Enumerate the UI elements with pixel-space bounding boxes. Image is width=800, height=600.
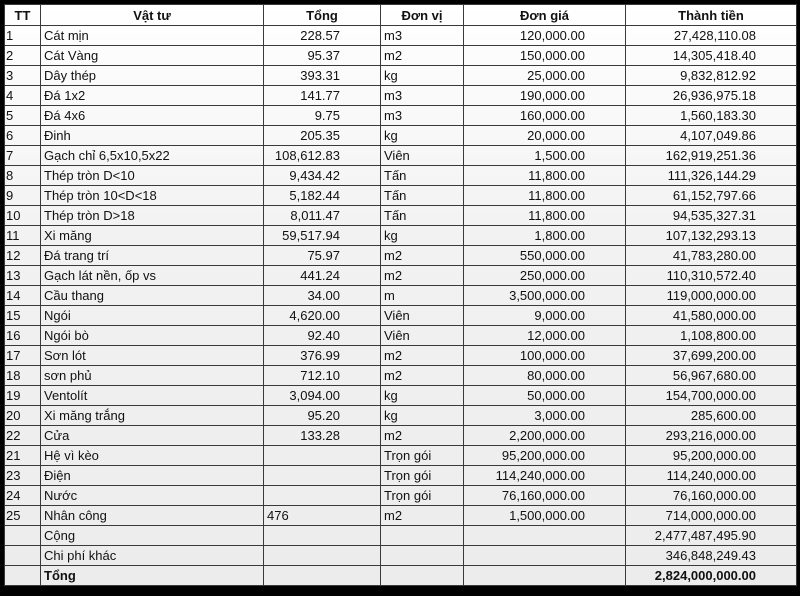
cell-thanh-tien: 346,848,249.43 <box>626 546 797 566</box>
cell-vat-tu: Ngói bò <box>41 326 264 346</box>
cell-tong: 441.24 <box>264 266 381 286</box>
cell-tt: 6 <box>5 126 41 146</box>
cell-thanh-tien: 56,967,680.00 <box>626 366 797 386</box>
table-row <box>5 486 797 506</box>
cell-don-gia: 12,000.00 <box>464 326 626 346</box>
cell-vat-tu: Đá 1x2 <box>41 86 264 106</box>
cell-tt: 13 <box>5 266 41 286</box>
table-row <box>5 386 797 406</box>
cell-don-gia: 1,500.00 <box>464 146 626 166</box>
cell-thanh-tien: 4,107,049.86 <box>626 126 797 146</box>
cell-vat-tu: Xi măng trắng <box>41 406 264 426</box>
cell-don-vi: Trọn gói <box>381 446 464 466</box>
cell-tong <box>264 566 381 586</box>
cell-tong: 393.31 <box>264 66 381 86</box>
cell-don-gia: 95,200,000.00 <box>464 446 626 466</box>
cell-tong: 712.10 <box>264 366 381 386</box>
cell-don-vi: m2 <box>381 506 464 526</box>
table-row <box>5 206 797 226</box>
cell-tt: 20 <box>5 406 41 426</box>
table-row <box>5 46 797 66</box>
cell-vat-tu: Cộng <box>41 526 264 546</box>
cell-don-vi: m2 <box>381 366 464 386</box>
cell-tt: 17 <box>5 346 41 366</box>
cell-don-gia: 11,800.00 <box>464 166 626 186</box>
cell-don-gia: 50,000.00 <box>464 386 626 406</box>
cell-tong: 3,094.00 <box>264 386 381 406</box>
cell-vat-tu: Dây thép <box>41 66 264 86</box>
cell-don-gia: 20,000.00 <box>464 126 626 146</box>
cell-don-vi: Tấn <box>381 166 464 186</box>
cell-thanh-tien: 37,699,200.00 <box>626 346 797 366</box>
cell-tt: 21 <box>5 446 41 466</box>
header-tt: TT <box>5 5 41 26</box>
cell-vat-tu: Nhân công <box>41 506 264 526</box>
table-row <box>5 506 797 526</box>
cell-vat-tu: Thép tròn D>18 <box>41 206 264 226</box>
cell-vat-tu: Cát mịn <box>41 26 264 46</box>
cell-tong: 34.00 <box>264 286 381 306</box>
cell-tong: 228.57 <box>264 26 381 46</box>
cell-tt: 8 <box>5 166 41 186</box>
cell-thanh-tien: 14,305,418.40 <box>626 46 797 66</box>
cell-tong: 75.97 <box>264 246 381 266</box>
cell-thanh-tien: 293,216,000.00 <box>626 426 797 446</box>
cell-tong: 92.40 <box>264 326 381 346</box>
table-row <box>5 546 797 566</box>
cell-vat-tu: Đá 4x6 <box>41 106 264 126</box>
cell-thanh-tien: 162,919,251.36 <box>626 146 797 166</box>
cell-thanh-tien: 95,200,000.00 <box>626 446 797 466</box>
cell-don-gia: 2,200,000.00 <box>464 426 626 446</box>
cell-don-gia: 80,000.00 <box>464 366 626 386</box>
cell-vat-tu: Thép tròn 10<D<18 <box>41 186 264 206</box>
cell-don-gia: 3,500,000.00 <box>464 286 626 306</box>
cell-tt: 14 <box>5 286 41 306</box>
cell-thanh-tien: 27,428,110.08 <box>626 26 797 46</box>
cell-vat-tu: Xi măng <box>41 226 264 246</box>
cell-tt: 16 <box>5 326 41 346</box>
cell-tt <box>5 546 41 566</box>
cell-tt: 15 <box>5 306 41 326</box>
cell-vat-tu: Nước <box>41 486 264 506</box>
cell-don-vi: m2 <box>381 426 464 446</box>
cell-thanh-tien: 119,000,000.00 <box>626 286 797 306</box>
cell-vat-tu: Gạch lát nền, ốp vs <box>41 266 264 286</box>
cell-don-vi: m <box>381 286 464 306</box>
table-row <box>5 186 797 206</box>
material-cost-table <box>4 4 797 586</box>
cell-don-vi: m2 <box>381 46 464 66</box>
table-row <box>5 146 797 166</box>
cell-tt: 5 <box>5 106 41 126</box>
cell-don-gia: 550,000.00 <box>464 246 626 266</box>
cell-don-vi: m3 <box>381 106 464 126</box>
cell-don-vi: m2 <box>381 246 464 266</box>
cell-don-gia: 9,000.00 <box>464 306 626 326</box>
cell-thanh-tien: 2,477,487,495.90 <box>626 526 797 546</box>
cell-vat-tu: sơn phủ <box>41 366 264 386</box>
cell-don-vi <box>381 526 464 546</box>
cell-thanh-tien: 714,000,000.00 <box>626 506 797 526</box>
cell-tong: 8,011.47 <box>264 206 381 226</box>
cell-thanh-tien: 9,832,812.92 <box>626 66 797 86</box>
cell-tong: 9.75 <box>264 106 381 126</box>
cell-tt: 24 <box>5 486 41 506</box>
cell-don-vi: m3 <box>381 26 464 46</box>
cell-tong <box>264 446 381 466</box>
cell-vat-tu: Thép tròn D<10 <box>41 166 264 186</box>
cell-tt: 3 <box>5 66 41 86</box>
total-row <box>5 566 797 586</box>
cell-tong: 9,434.42 <box>264 166 381 186</box>
cell-don-vi: kg <box>381 66 464 86</box>
cell-tong <box>264 546 381 566</box>
cell-tt: 1 <box>5 26 41 46</box>
cell-tt: 25 <box>5 506 41 526</box>
cell-don-gia <box>464 546 626 566</box>
table-row <box>5 106 797 126</box>
cell-tt: 9 <box>5 186 41 206</box>
cell-don-vi: m2 <box>381 346 464 366</box>
header-row <box>5 5 797 26</box>
header-tong: Tổng <box>264 5 381 26</box>
table-row <box>5 446 797 466</box>
table-row <box>5 86 797 106</box>
cell-tt: 12 <box>5 246 41 266</box>
cell-tong <box>264 466 381 486</box>
cell-don-gia: 76,160,000.00 <box>464 486 626 506</box>
cell-don-gia: 3,000.00 <box>464 406 626 426</box>
table-row <box>5 266 797 286</box>
cell-tong: 108,612.83 <box>264 146 381 166</box>
total-label: Tổng <box>41 566 264 586</box>
cell-tt: 23 <box>5 466 41 486</box>
table-row <box>5 226 797 246</box>
cell-thanh-tien: 1,560,183.30 <box>626 106 797 126</box>
cell-don-gia: 190,000.00 <box>464 86 626 106</box>
cell-tt: 4 <box>5 86 41 106</box>
cell-vat-tu: Cửa <box>41 426 264 446</box>
cell-don-vi: kg <box>381 226 464 246</box>
cell-vat-tu: Hệ vì kèo <box>41 446 264 466</box>
cell-tt: 22 <box>5 426 41 446</box>
table-row <box>5 346 797 366</box>
table-row <box>5 366 797 386</box>
cell-don-gia: 160,000.00 <box>464 106 626 126</box>
table-row <box>5 126 797 146</box>
cell-vat-tu: Đinh <box>41 126 264 146</box>
table-row <box>5 326 797 346</box>
cell-don-gia <box>464 566 626 586</box>
cell-thanh-tien: 41,580,000.00 <box>626 306 797 326</box>
cell-don-vi: Viên <box>381 306 464 326</box>
cell-thanh-tien: 26,936,975.18 <box>626 86 797 106</box>
cell-don-gia: 250,000.00 <box>464 266 626 286</box>
cell-thanh-tien: 1,108,800.00 <box>626 326 797 346</box>
cell-thanh-tien: 285,600.00 <box>626 406 797 426</box>
cell-vat-tu: Gạch chỉ 6,5x10,5x22 <box>41 146 264 166</box>
table-row <box>5 526 797 546</box>
cell-don-gia: 114,240,000.00 <box>464 466 626 486</box>
cell-don-vi: Viên <box>381 326 464 346</box>
cell-tt: 19 <box>5 386 41 406</box>
table-row <box>5 286 797 306</box>
table-row <box>5 426 797 446</box>
table-row <box>5 246 797 266</box>
table-row <box>5 306 797 326</box>
cell-don-vi: Trọn gói <box>381 466 464 486</box>
cell-thanh-tien: 107,132,293.13 <box>626 226 797 246</box>
cell-tong: 4,620.00 <box>264 306 381 326</box>
cell-don-vi: Trọn gói <box>381 486 464 506</box>
table-row <box>5 26 797 46</box>
cell-tong: 5,182.44 <box>264 186 381 206</box>
cell-don-vi: kg <box>381 406 464 426</box>
total-value: 2,824,000,000.00 <box>626 566 797 586</box>
header-don-vi: Đơn vị <box>381 5 464 26</box>
cell-tt: 10 <box>5 206 41 226</box>
cell-thanh-tien: 94,535,327.31 <box>626 206 797 226</box>
cell-don-gia: 11,800.00 <box>464 206 626 226</box>
cell-vat-tu: Ventolít <box>41 386 264 406</box>
cell-vat-tu: Chi phí khác <box>41 546 264 566</box>
cell-tong: 476 <box>264 506 381 526</box>
cell-tong: 205.35 <box>264 126 381 146</box>
header-vat-tu: Vật tư <box>41 5 264 26</box>
cell-tt: 18 <box>5 366 41 386</box>
table-row <box>5 166 797 186</box>
cell-thanh-tien: 110,310,572.40 <box>626 266 797 286</box>
cell-thanh-tien: 154,700,000.00 <box>626 386 797 406</box>
cell-tong: 376.99 <box>264 346 381 366</box>
cell-thanh-tien: 114,240,000.00 <box>626 466 797 486</box>
cell-don-vi: Viên <box>381 146 464 166</box>
cell-don-gia: 25,000.00 <box>464 66 626 86</box>
cell-vat-tu: Cầu thang <box>41 286 264 306</box>
table-row <box>5 406 797 426</box>
cell-tong: 95.20 <box>264 406 381 426</box>
cell-don-vi: kg <box>381 126 464 146</box>
cell-tt <box>5 566 41 586</box>
cell-don-gia: 11,800.00 <box>464 186 626 206</box>
cell-tong <box>264 486 381 506</box>
cell-don-gia: 150,000.00 <box>464 46 626 66</box>
cell-don-vi: Tấn <box>381 186 464 206</box>
cell-tong: 133.28 <box>264 426 381 446</box>
cell-tong: 59,517.94 <box>264 226 381 246</box>
cell-thanh-tien: 111,326,144.29 <box>626 166 797 186</box>
cell-thanh-tien: 41,783,280.00 <box>626 246 797 266</box>
cell-vat-tu: Ngói <box>41 306 264 326</box>
cell-vat-tu: Sơn lót <box>41 346 264 366</box>
cell-don-gia <box>464 526 626 546</box>
cell-thanh-tien: 61,152,797.66 <box>626 186 797 206</box>
cell-don-vi <box>381 566 464 586</box>
cell-vat-tu: Đá trang trí <box>41 246 264 266</box>
cell-don-gia: 1,500,000.00 <box>464 506 626 526</box>
cell-don-gia: 120,000.00 <box>464 26 626 46</box>
cell-don-vi <box>381 546 464 566</box>
cell-tong <box>264 526 381 546</box>
cell-tong: 95.37 <box>264 46 381 66</box>
cell-don-gia: 100,000.00 <box>464 346 626 366</box>
header-thanh-tien: Thành tiền <box>626 5 797 26</box>
cell-tt <box>5 526 41 546</box>
cell-thanh-tien: 76,160,000.00 <box>626 486 797 506</box>
cell-don-gia: 1,800.00 <box>464 226 626 246</box>
cell-tt: 7 <box>5 146 41 166</box>
cell-don-vi: m3 <box>381 86 464 106</box>
table-row <box>5 466 797 486</box>
cell-tong: 141.77 <box>264 86 381 106</box>
header-don-gia: Đơn giá <box>464 5 626 26</box>
cell-don-vi: kg <box>381 386 464 406</box>
cell-don-vi: m2 <box>381 266 464 286</box>
cell-vat-tu: Điện <box>41 466 264 486</box>
cell-tt: 11 <box>5 226 41 246</box>
table-row <box>5 66 797 86</box>
cell-vat-tu: Cát Vàng <box>41 46 264 66</box>
cell-don-vi: Tấn <box>381 206 464 226</box>
cell-tt: 2 <box>5 46 41 66</box>
